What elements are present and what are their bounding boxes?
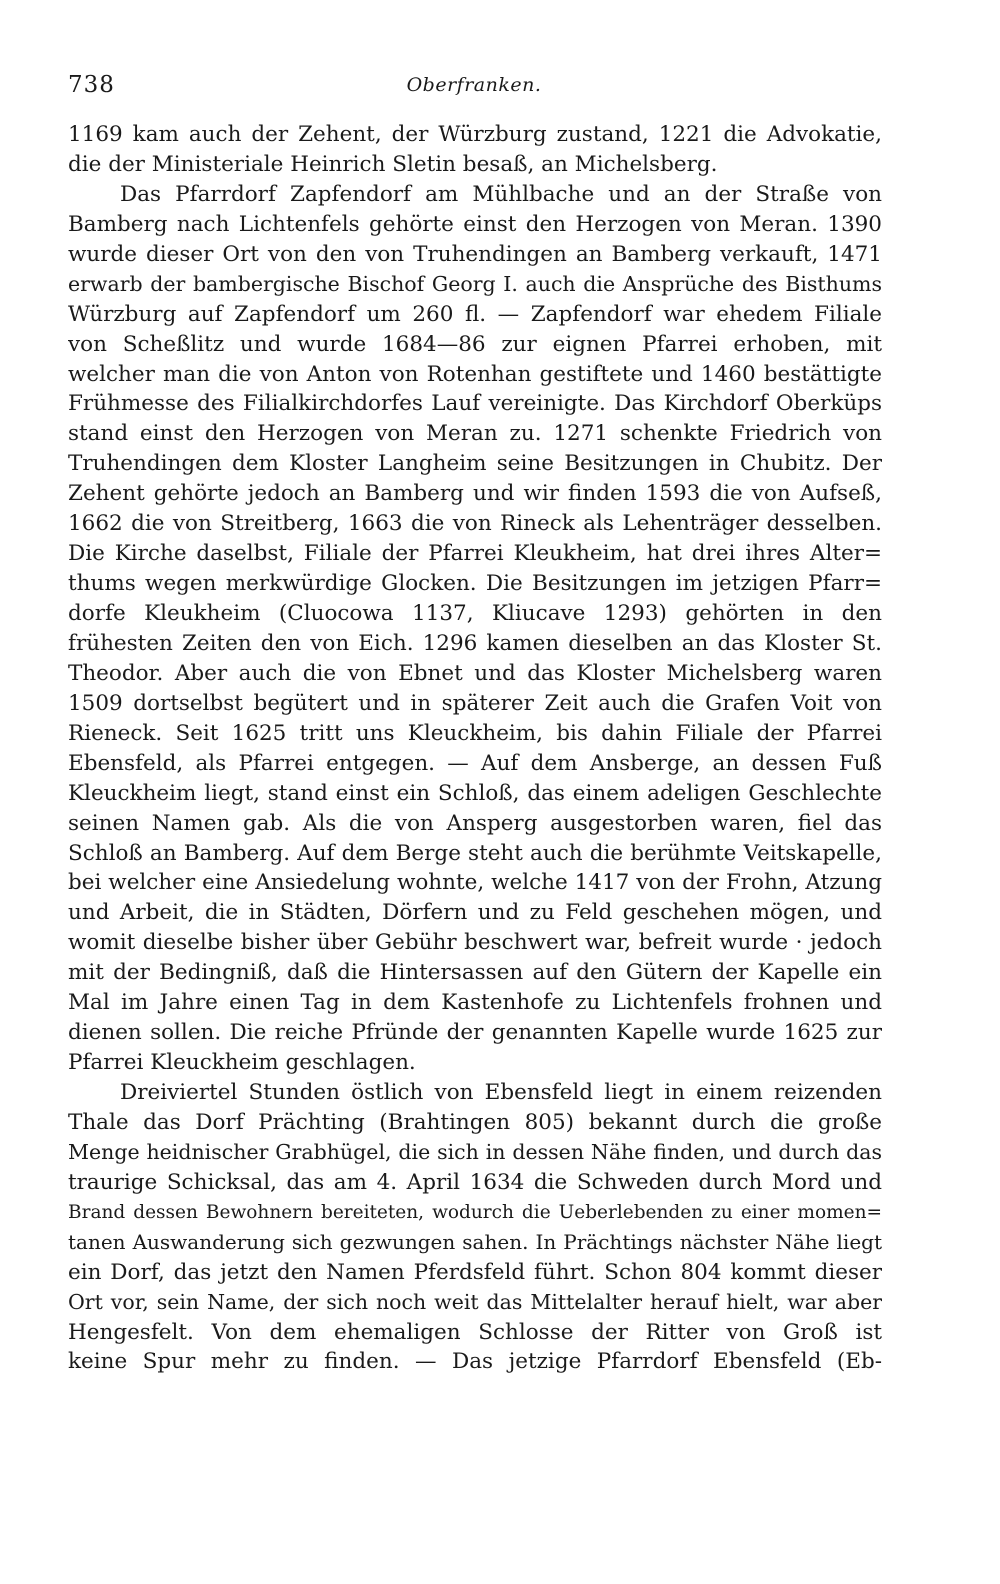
paragraph-start-line: Das Pfarrdorf Zapfendorf am Mühlbache und an der Straße von <box>120 181 882 207</box>
text-line: tanen Auswanderung sich gezwungen sahen. In Prächtings nächster Nähe liegt <box>68 1229 882 1254</box>
text-line: Pfarrei Kleuckheim geschlagen. <box>68 1050 416 1076</box>
text-line: traurige Schicksal, das am 4. April 1634 die Schweden durch Mord und <box>68 1169 882 1195</box>
text-line: Mal im Jahre einen Tag in dem Kastenhofe zu Lichtenfels frohnen und <box>68 990 882 1016</box>
text-line: Bamberg nach Lichtenfels gehörte einst den Herzogen von Meran. 1390 <box>68 211 882 237</box>
text-line: dorfe Kleukheim (Cluocowa 1137, Kliucave 1293) gehörten in den <box>68 601 882 626</box>
running-title: Oberfranken. <box>406 74 542 96</box>
paragraph-start-line: Dreiviertel Stunden östlich von Ebensfeld liegt in einem reizenden <box>120 1080 882 1105</box>
text-line: thums wegen merkwürdige Glocken. Die Besitzungen im jetzigen Pfarr= <box>68 571 882 597</box>
text-line: von Scheßlitz und wurde 1684—86 zur eignen Pfarrei erhoben, mit <box>68 331 882 357</box>
text-line: Würzburg auf Zapfendorf um 260 fl. — Zapfendorf war ehedem Filiale <box>68 301 882 327</box>
page-number: 738 <box>68 72 115 98</box>
text-line: die der Ministeriale Heinrich Sletin besaß, an Michelsberg. <box>68 151 718 177</box>
text-line: wurde dieser Ort von den von Truhendingen an Bamberg verkauft, 1471 <box>68 241 882 267</box>
text-line: Frühmesse des Filialkirchdorfes Lauf vereinigte. Das Kirchdorf Oberküps <box>68 391 882 417</box>
text-line: womit dieselbe bisher über Gebühr beschwert war, befreit wurde · jedoch <box>68 930 882 956</box>
text-line: 1509 dortselbst begütert und in späterer Zeit auch die Grafen Voit von <box>68 690 882 716</box>
running-head <box>68 72 880 106</box>
text-line: mit der Bedingniß, daß die Hintersassen auf den Gütern der Kapelle ein <box>68 960 882 986</box>
text-line: stand einst den Herzogen von Meran zu. 1271 schenkte Friedrich von <box>68 421 882 447</box>
text-line: Hengesfelt. Von dem ehemaligen Schlosse der Ritter von Groß ist <box>68 1319 882 1345</box>
text-line: 1662 die von Streitberg, 1663 die von Rineck als Lehenträger desselben. <box>68 511 882 537</box>
text-line: Thale das Dorf Prächting (Brahtingen 805) bekannt durch die große <box>68 1109 882 1135</box>
text-line: erwarb der bambergische Bischof Georg I. auch die Ansprüche des Bisthums <box>68 271 882 296</box>
text-line: welcher man die von Anton von Rotenhan gestiftete und 1460 bestättigte <box>68 361 882 387</box>
text-line: Brand dessen Bewohnern bereiteten, wodurch die Ueberlebenden zu einer momen= <box>68 1201 882 1223</box>
text-line: und Arbeit, die in Städten, Dörfern und zu Feld geschehen mögen, und <box>68 900 882 926</box>
text-line: Zehent gehörte jedoch an Bamberg und wir finden 1593 die von Aufseß, <box>68 481 882 507</box>
text-line: Die Kirche daselbst, Filiale der Pfarrei Kleukheim, hat drei ihres Alter= <box>68 541 882 567</box>
text-line: 1169 kam auch der Zehent, der Würzburg zustand, 1221 die Advokatie, <box>68 122 882 147</box>
text-line: frühesten Zeiten den von Eich. 1296 kamen dieselben an das Kloster St. <box>68 630 882 656</box>
text-line: Ort vor, sein Name, der sich noch weit das Mittelalter herauf hielt, war aber <box>68 1289 882 1314</box>
text-line: dienen sollen. Die reiche Pfründe der genannten Kapelle wurde 1625 zur <box>68 1020 882 1046</box>
text-line: ein Dorf, das jetzt den Namen Pferdsfeld führt. Schon 804 kommt dieser <box>68 1259 882 1285</box>
text-line: bei welcher eine Ansiedelung wohnte, welche 1417 von der Frohn, Atzung <box>68 870 882 896</box>
text-line: Ebensfeld, als Pfarrei entgegen. — Auf dem Ansberge, an dessen Fuß <box>68 750 882 776</box>
text-line: seinen Namen gab. Als die von Ansperg ausgestorben waren, fiel das <box>68 810 882 836</box>
text-line: Truhendingen dem Kloster Langheim seine Besitzungen in Chubitz. Der <box>68 451 882 477</box>
text-line: Schloß an Bamberg. Auf dem Berge steht auch die berühmte Veitskapelle, <box>68 840 882 866</box>
text-line: Menge heidnischer Grabhügel, die sich in dessen Nähe finden, und durch das <box>68 1139 882 1164</box>
text-line: Theodor. Aber auch die von Ebnet und das Kloster Michelsberg waren <box>68 660 882 686</box>
text-line: Kleuckheim liegt, stand einst ein Schloß, das einem adeligen Geschlechte <box>68 780 882 806</box>
body-text <box>68 120 882 1377</box>
text-line: keine Spur mehr zu finden. — Das jetzige Pfarrdorf Ebensfeld (Eb- <box>68 1349 882 1375</box>
text-line: Rieneck. Seit 1625 tritt uns Kleuckheim, bis dahin Filiale der Pfarrei <box>68 720 882 746</box>
